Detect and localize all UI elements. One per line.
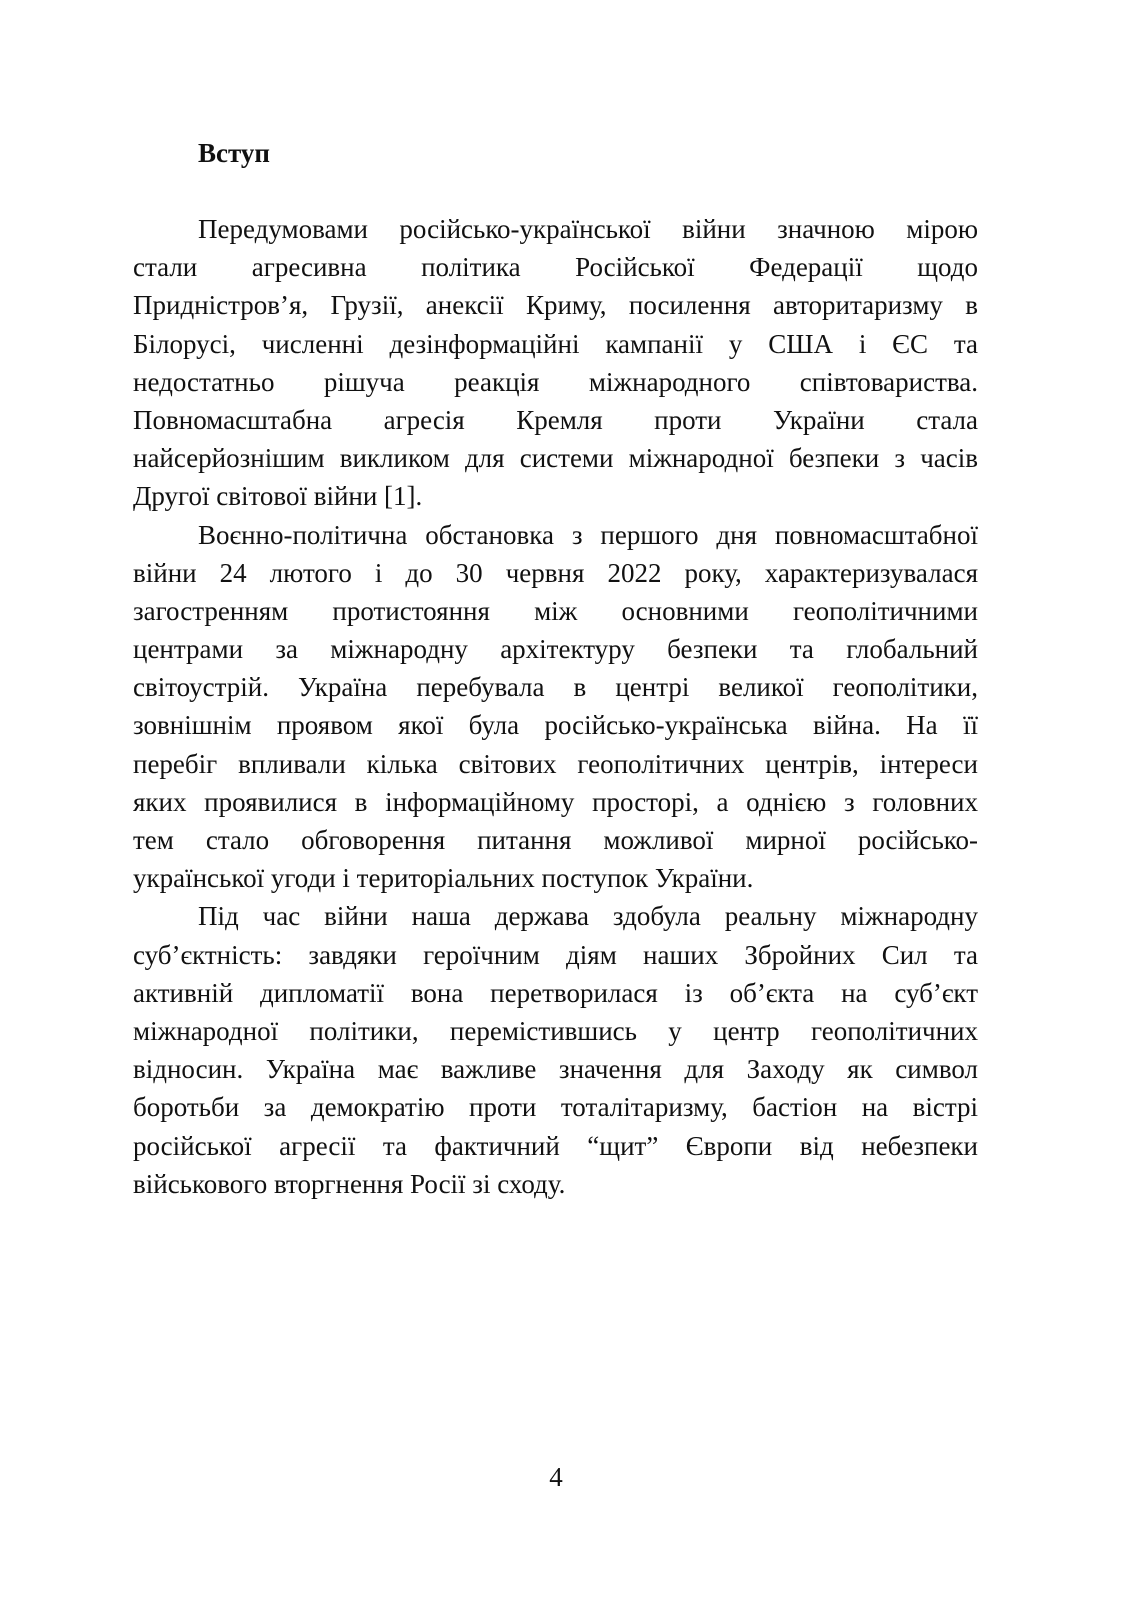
paragraph (133, 210, 978, 516)
text-line: війни 24 лютого і до 30 червня 2022 року, характеризувалася (133, 557, 978, 588)
text-line: Воєнно-політична обстановка з першого дня повномасштабної (198, 519, 978, 550)
text-line: суб’єктність: завдяки героїчним діям наших Збройних Сил та (133, 939, 978, 970)
text-line: боротьби за демократію проти тоталітаризму, бастіон на вістрі (133, 1092, 978, 1123)
text-line: російської агресії та фактичний “щит” Європи від небезпеки (133, 1130, 978, 1161)
text-line: Білорусі, численні дезінформаційні кампанії у США і ЄС та (133, 328, 978, 359)
paragraph (133, 516, 978, 898)
text-line: Придністров’я, Грузії, анексії Криму, посилення авторитаризму в (133, 290, 978, 321)
text-line: зовнішнім проявом якої була російсько-українська війна. На її (133, 710, 978, 741)
text-line: стали агресивна політика Російської Федерації щодо (133, 252, 978, 283)
text-line: Під час війни наша держава здобула реальну міжнародну (198, 901, 978, 932)
text-line: яких проявилися в інформаційному просторі, а однією з головних (133, 786, 978, 817)
text-line: активній дипломатії вона перетворилася із об’єкта на суб’єкт (133, 977, 978, 1008)
text-line: Другої світової війни [1]. (133, 481, 423, 512)
text-line: загостренням протистояння між основними геополітичними (133, 595, 978, 626)
text-line: перебіг впливали кілька світових геополітичних центрів, інтереси (133, 748, 978, 779)
text-line: Повномасштабна агресія Кремля проти України стала (133, 404, 978, 435)
paragraph (133, 897, 978, 1203)
text-line: відносин. Україна має важливе значення для Заходу як символ (133, 1054, 978, 1085)
text-line: Передумовами російсько-української війни значною мірою (198, 214, 978, 244)
text-line: української угоди і територіальних поступок України. (133, 863, 754, 894)
text-line: центрами за міжнародну архітектуру безпеки та глобальний (133, 634, 978, 665)
body-text (133, 210, 978, 1203)
text-line: найсерйознішим викликом для системи міжнародної безпеки з часів (133, 443, 978, 474)
text-line: військового вторгнення Росії зі сходу. (133, 1168, 566, 1199)
section-heading: Вступ (198, 138, 270, 168)
page-number: 4 (549, 1462, 563, 1492)
text-line: світоустрій. Україна перебувала в центрі великої геополітики, (133, 672, 978, 703)
text-line: тем стало обговорення питання можливої мирної російсько- (133, 825, 978, 855)
text-line: недостатньо рішуча реакція міжнародного співтовариства. (133, 366, 978, 397)
text-line: міжнародної політики, перемістившись у центр геополітичних (133, 1015, 978, 1046)
